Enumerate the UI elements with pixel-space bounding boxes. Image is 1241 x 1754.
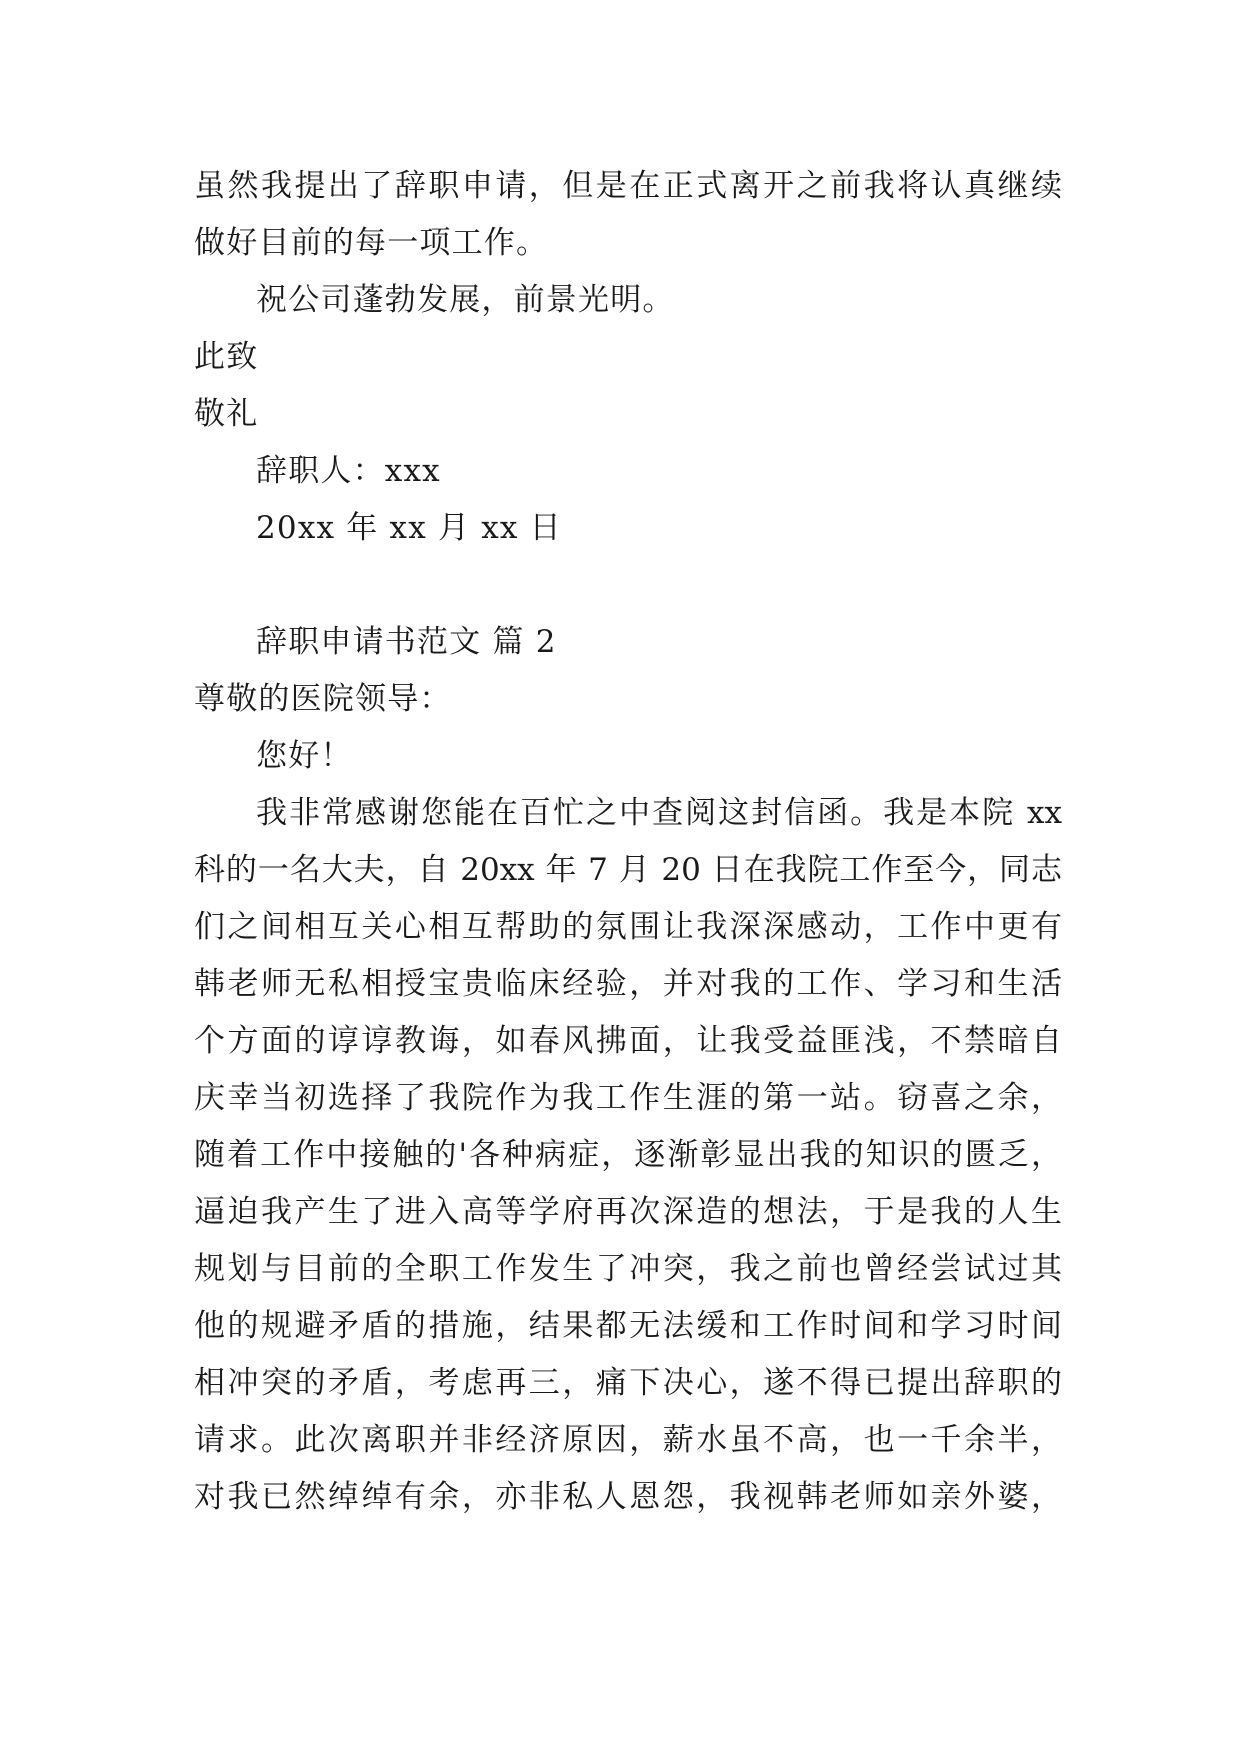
signature-line: 辞职人：xxx xyxy=(256,453,441,489)
paragraph-line: 做好目前的每一项工作。 xyxy=(194,225,549,261)
date-line: 20xx 年 xx 月 xx 日 xyxy=(256,510,562,546)
section-heading: 辞职申请书范文 篇 2 xyxy=(256,624,557,660)
paragraph-line: 个方面的谆谆教诲，如春风拂面，让我受益匪浅，不禁暗自 xyxy=(194,1023,1062,1059)
wish-line: 祝公司蓬勃发展，前景光明。 xyxy=(256,282,675,318)
greeting-line: 您好！ xyxy=(256,738,353,774)
paragraph-line: 对我已然绰绰有余，亦非私人恩怨，我视韩老师如亲外婆， xyxy=(194,1479,1062,1515)
paragraph-line: 他的规避矛盾的措施，结果都无法缓和工作时间和学习时间 xyxy=(194,1308,1062,1344)
salutation-line: 尊敬的医院领导： xyxy=(194,681,452,717)
paragraph-line: 虽然我提出了辞职申请，但是在正式离开之前我将认真继续 xyxy=(194,168,1062,204)
paragraph-line: 请求。此次离职并非经济原因，薪水虽不高，也一千余半， xyxy=(194,1422,1062,1458)
paragraph-line: 随着工作中接触的'各种病症，逐渐彰显出我的知识的匮乏， xyxy=(194,1137,1062,1173)
closing-line: 敬礼 xyxy=(194,396,259,432)
paragraph-line: 逼迫我产生了进入高等学府再次深造的想法，于是我的人生 xyxy=(194,1194,1062,1230)
paragraph-line: 韩老师无私相授宝贵临床经验，并对我的工作、学习和生活 xyxy=(194,966,1062,1002)
paragraph-line: 相冲突的矛盾，考虑再三，痛下决心，遂不得已提出辞职的 xyxy=(194,1365,1062,1401)
paragraph-line: 科的一名大夫，自 20xx 年 7 月 20 日在我院工作至今，同志 xyxy=(194,852,1062,888)
paragraph-line: 规划与目前的全职工作发生了冲突，我之前也曾经尝试过其 xyxy=(194,1251,1062,1287)
paragraph-line: 们之间相互关心相互帮助的氛围让我深深感动，工作中更有 xyxy=(194,909,1062,945)
paragraph-line: 我非常感谢您能在百忙之中查阅这封信函。我是本院 xx xyxy=(256,795,1062,831)
paragraph-line: 庆幸当初选择了我院作为我工作生涯的第一站。窃喜之余， xyxy=(194,1080,1062,1116)
closing-line: 此致 xyxy=(194,339,259,375)
